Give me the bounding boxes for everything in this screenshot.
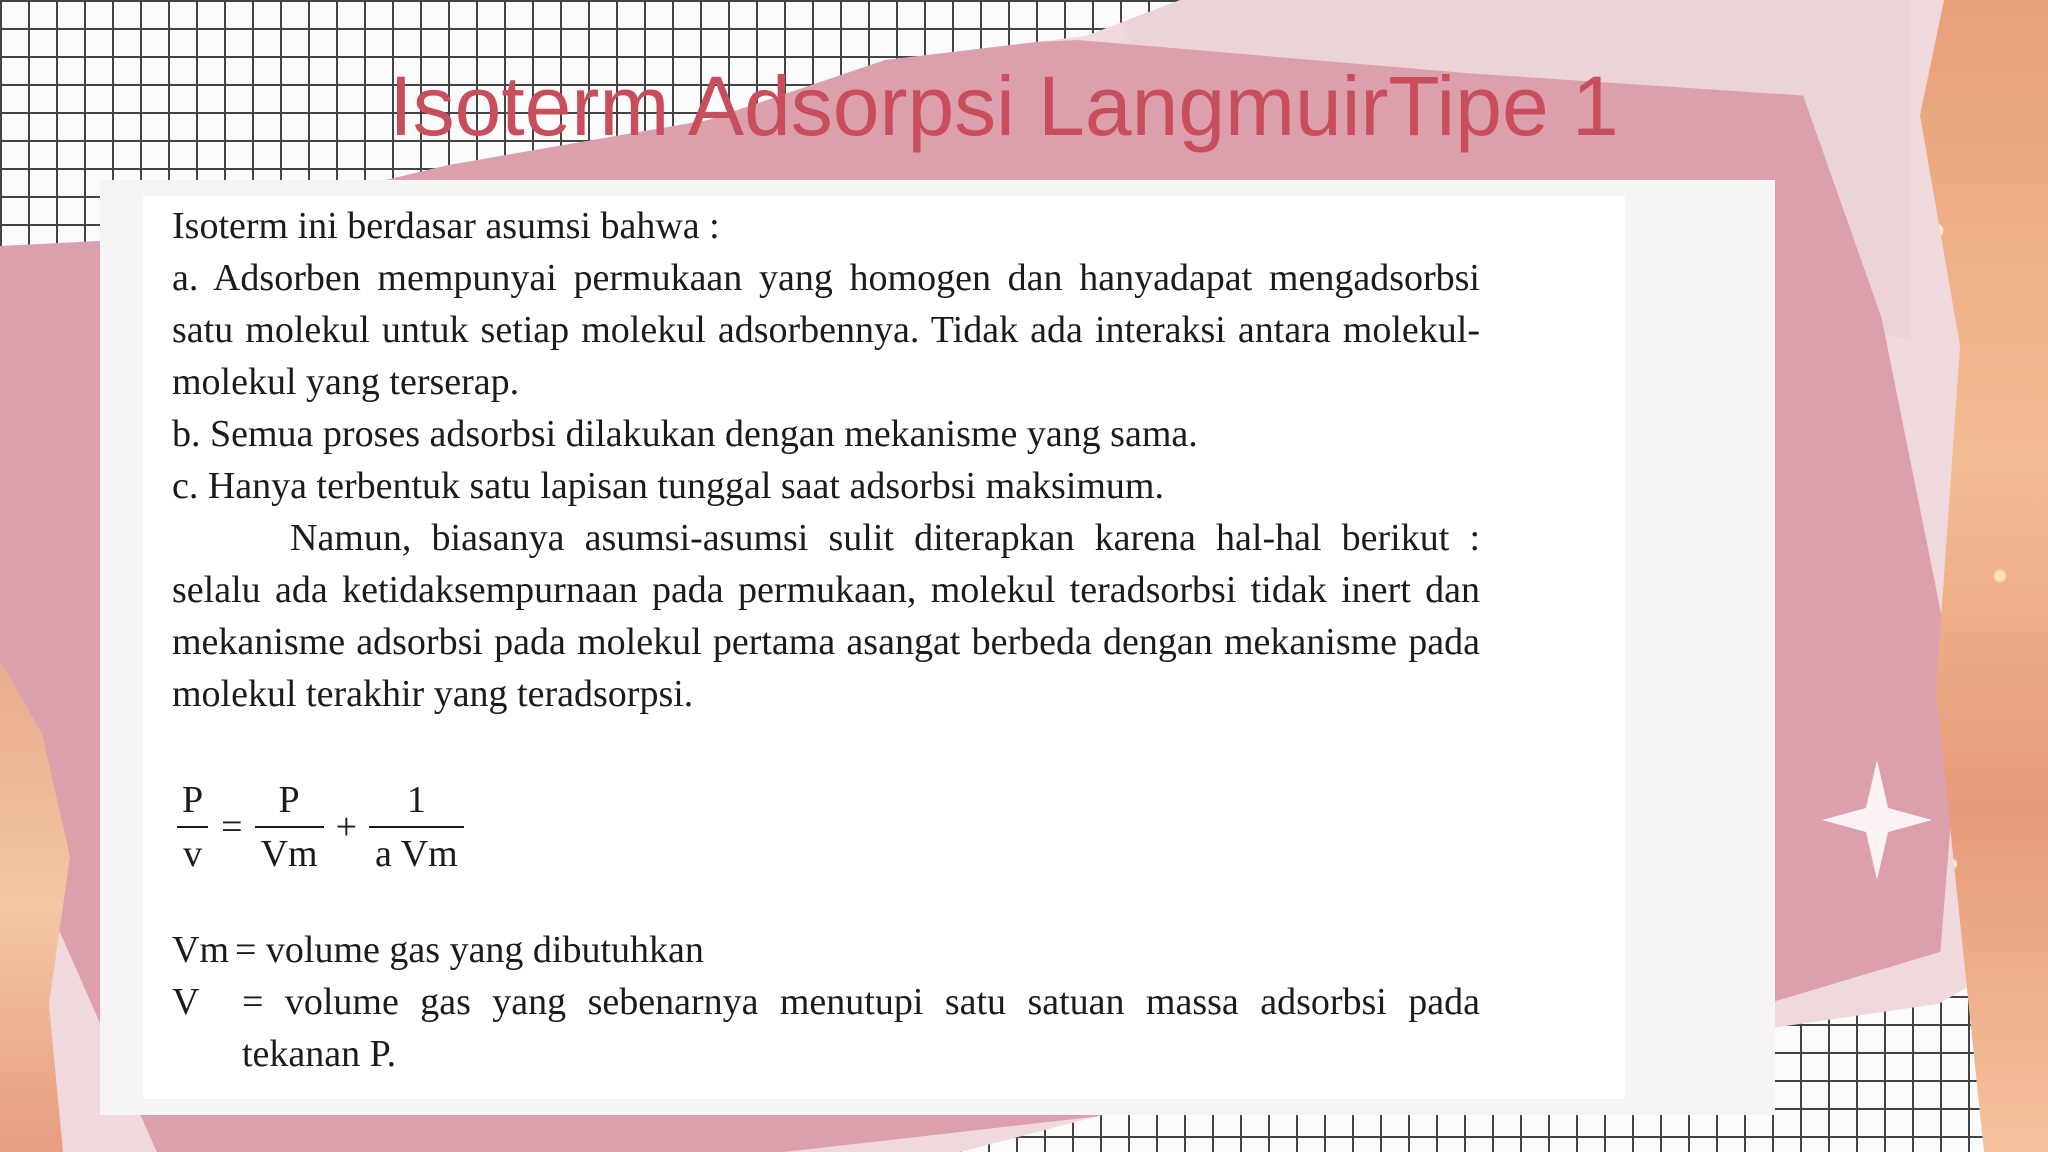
equals-sign: = — [221, 806, 243, 848]
intro-paragraph: Isoterm ini berdasar asumsi bahwa : — [172, 205, 720, 247]
slide-title: Isoterm Adsorpsi LangmuirTipe 1 — [389, 59, 1619, 153]
numerator: P — [278, 779, 300, 821]
definition-symbol: V — [172, 981, 200, 1023]
definition-symbol: Vm — [172, 929, 229, 971]
assumption-a: a. Adsorben mempunyai permukaan yang homogen dan hanyadapat mengadsorbsi satu molekul untuk setiap molekul adsorbennya. Tidak ada interaksi antara molekul-molekul yang terserap. — [172, 257, 1480, 403]
namun-paragraph: Namun, biasanya asumsi-asumsi sulit diterapkan karena hal-hal berikut : selalu ada ketidaksempurnaan pada permukaan, molekul teradsorbsi tidak inert dan mekanisme adsorbsi pada molekul pertama asangat berbeda dengan mekanisme pada molekul terakhir yang teradsorpsi. — [172, 517, 1480, 715]
definition-row — [172, 924, 1480, 976]
numerator: 1 — [406, 779, 426, 821]
assumption-c: c. Hanya terbentuk satu lapisan tunggal saat adsorbsi maksimum. — [172, 465, 1164, 507]
definition-text: = volume gas yang dibutuhkan — [235, 929, 704, 971]
definition-row — [172, 976, 1480, 1080]
assumption-b: b. Semua proses adsorbsi dilakukan dengan mekanisme yang sama. — [172, 413, 1198, 455]
numerator: P — [182, 779, 204, 821]
denominator: Vm — [255, 826, 324, 876]
denominator: v — [177, 826, 208, 876]
definition-text: = volume gas yang sebenarnya menutupi satu satuan massa adsorbsi pada tekanan P. — [242, 981, 1480, 1075]
langmuir-equation — [172, 778, 468, 876]
fraction-term-2 — [369, 778, 464, 876]
plus-sign: + — [335, 806, 358, 848]
body-text — [172, 200, 1480, 720]
denominator: a Vm — [369, 826, 464, 876]
definitions — [172, 924, 1480, 1080]
fraction-term-1 — [255, 778, 324, 876]
fraction-lhs — [176, 778, 209, 876]
